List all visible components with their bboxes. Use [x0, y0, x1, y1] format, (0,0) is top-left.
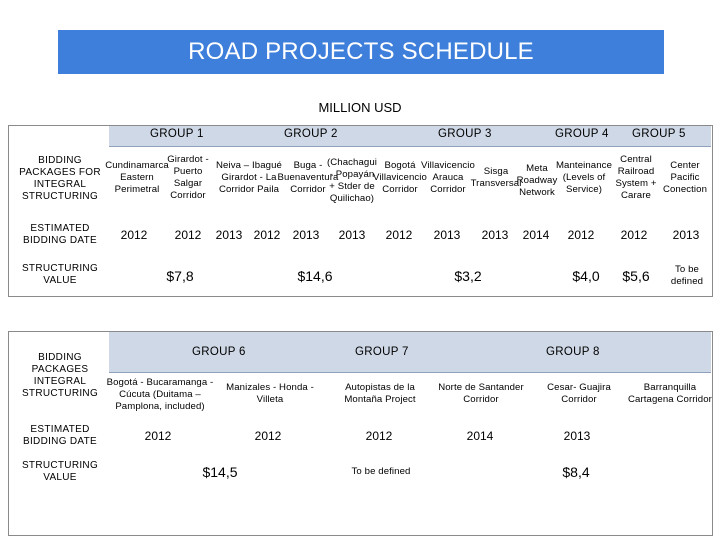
- group-4-header: GROUP 4: [555, 128, 609, 140]
- package-neiva-ibague: Neiva – Ibagué Girardot - La Corridor Paila: [216, 160, 282, 195]
- date-cell: 2014: [466, 429, 494, 443]
- package-manteinance: Manteinance (Levels of Service): [555, 160, 613, 195]
- group-2-header: GROUP 2: [284, 128, 338, 140]
- group-7-header: GROUP 7: [355, 346, 409, 358]
- date-cell: 2013: [672, 228, 700, 242]
- date-cell: 2013: [215, 228, 243, 242]
- package-barranquilla-cartagena: Barranquilla Cartagena Corridor: [628, 382, 712, 405]
- value-group-2: $14,6: [297, 268, 333, 284]
- package-meta: Meta Roadway Network: [516, 163, 558, 198]
- group-5-header: GROUP 5: [632, 128, 686, 140]
- value-group-4: $4,0: [572, 268, 600, 284]
- package-bogota-villavicencio: Bogotá Villavicencio Corridor: [373, 160, 427, 195]
- group-8-header: GROUP 8: [546, 346, 600, 358]
- group-6-header: GROUP 6: [192, 346, 246, 358]
- package-norte-santander: Norte de Santander Corridor: [438, 382, 524, 405]
- date-cell: 2012: [620, 228, 648, 242]
- value-group-8: $8,4: [562, 464, 590, 480]
- page-title: ROAD PROJECTS SCHEDULE: [188, 38, 534, 65]
- group-1-header: GROUP 1: [150, 128, 204, 140]
- value-group-5: $5,6: [622, 268, 650, 284]
- package-buga-buenaventura: Buga - Buenaventura Corridor: [277, 160, 339, 195]
- value-group-6: $14,5: [202, 464, 238, 480]
- row-label-value: STRUCTURING VALUE: [21, 263, 99, 286]
- row-label-date: ESTIMATED BIDDING DATE: [23, 424, 97, 447]
- value-group-3: $3,2: [454, 268, 482, 284]
- package-autopistas-montana: Autopistas de la Montaña Project: [344, 382, 416, 405]
- date-cell: 2013: [481, 228, 509, 242]
- package-villavicencio-arauca: Villavicencio Arauca Corridor: [421, 160, 475, 195]
- date-cell: 2012: [385, 228, 413, 242]
- date-cell: 2013: [338, 228, 366, 242]
- date-cell: 2012: [254, 429, 282, 443]
- package-center-pacific: Center Pacific Conection: [662, 160, 708, 195]
- value-center-pacific: To be defined: [670, 264, 704, 287]
- date-cell: 2012: [253, 228, 281, 242]
- date-cell: 2012: [144, 429, 172, 443]
- row-label-bidding: BIDDING PACKAGES INTEGRAL STRUCTURING: [21, 352, 99, 399]
- unit-label: MILLION USD: [318, 100, 402, 115]
- date-cell: 2014: [522, 228, 550, 242]
- package-bogota-bucaramanga: Bogotá - Bucaramanga - Cúcuta (Duitama – Pamplona, included): [106, 377, 214, 412]
- package-sisga: Sisga Transversal: [470, 166, 522, 189]
- row-label-bidding: BIDDING PACKAGES FOR INTEGRAL STRUCTURING: [19, 155, 101, 202]
- package-central-railroad: Central Railroad System + Carare: [615, 154, 657, 201]
- row-label-date: ESTIMATED BIDDING DATE: [23, 223, 97, 246]
- date-cell: 2013: [433, 228, 461, 242]
- date-cell: 2012: [120, 228, 148, 242]
- package-manizales-honda: Manizales - Honda - Villeta: [226, 382, 314, 405]
- value-group-1: $7,8: [166, 268, 194, 284]
- row-label-value: STRUCTURING VALUE: [21, 460, 99, 483]
- package-chachagui-popayan: (Chachagui - Popayán + Stder de Quilichao): [326, 157, 378, 204]
- date-cell: 2013: [292, 228, 320, 242]
- package-cesar-guajira: Cesar- Guajira Corridor: [547, 382, 611, 405]
- value-group-7: To be defined: [351, 466, 411, 477]
- group-3-header: GROUP 3: [438, 128, 492, 140]
- package-girardot-puerto-salgar: Girardot - Puerto Salgar Corridor: [167, 154, 209, 201]
- date-cell: 2012: [567, 228, 595, 242]
- page-title-banner: [58, 30, 664, 74]
- date-cell: 2012: [365, 429, 393, 443]
- package-cundinamarca: Cundinamarca Eastern Perimetral: [105, 160, 169, 195]
- date-cell: 2012: [174, 228, 202, 242]
- date-cell: 2013: [563, 429, 591, 443]
